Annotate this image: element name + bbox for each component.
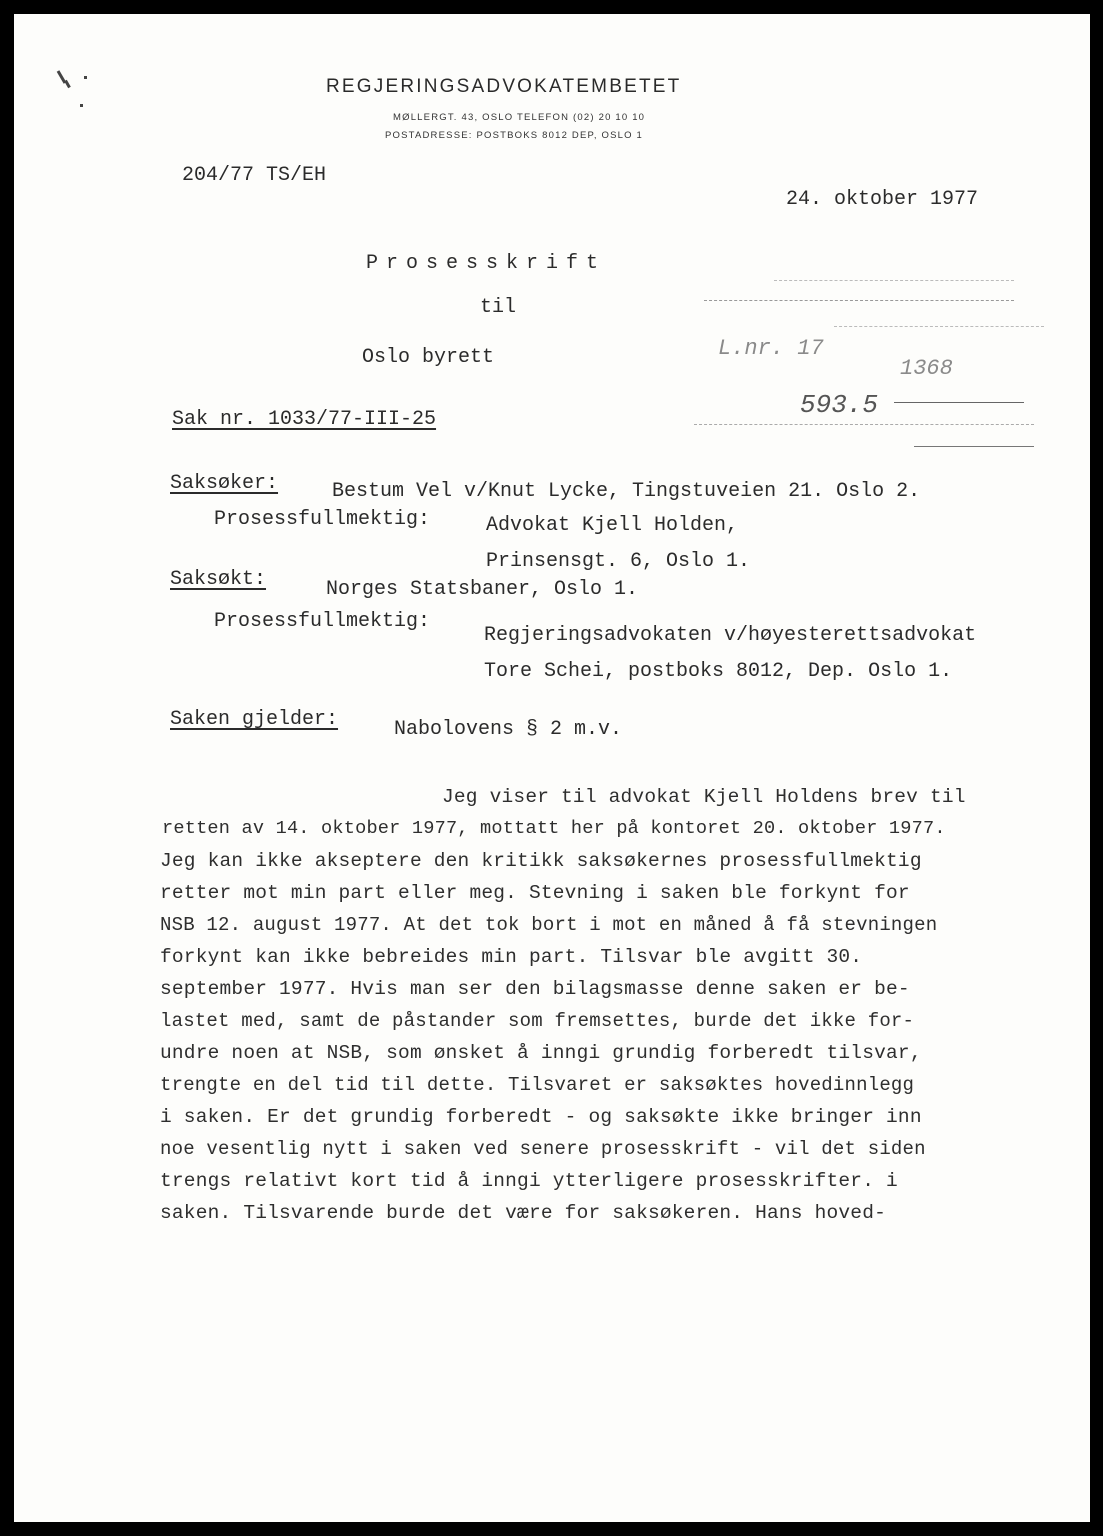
plaintiff-label: Saksøker: [170, 472, 279, 495]
stamp-ref: L.nr. 17 [718, 336, 824, 361]
reference-number: 204/77 TS/EH [182, 164, 327, 187]
counsel-label-2: Prosessfullmektig: [214, 610, 431, 633]
stamp-number: 1368 [900, 356, 953, 381]
court-name: Oslo byrett [362, 346, 495, 369]
counsel-2-line2: Tore Schei, postboks 8012, Dep. Oslo 1. [484, 660, 953, 683]
body-line-11: i saken. Er det grundig forberedt - og saksøkte ikke bringer inn [160, 1106, 922, 1128]
body-line-4: retter mot min part eller meg. Stevning i saken ble forkynt for [160, 882, 910, 904]
body-line-6: forkynt kan ikke bebreides min part. Tilsvar ble avgitt 30. [160, 946, 863, 968]
letterhead-org: REGJERINGSADVOKATEMBETET [326, 76, 682, 97]
body-line-12: noe vesentlig nytt i saken ved senere prosesskrift - vil det siden [160, 1138, 926, 1160]
body-line-10: trengte en del tid til dette. Tilsvaret er saksøktes hovedinnlegg [160, 1074, 915, 1096]
letterhead-address: MØLLERGT. 43, OSLO TELEFON (02) 20 10 10 [393, 112, 646, 123]
margin-mark [84, 76, 87, 79]
addressee-to: til [480, 296, 517, 319]
stamp-line [694, 424, 1034, 425]
stamp-line [914, 446, 1034, 447]
counsel-label-1: Prosessfullmektig: [214, 508, 431, 531]
stamp-archive: 593.5 [800, 390, 879, 420]
subject-label: Saken gjelder: [170, 708, 339, 731]
body-line-13: trengs relativt kort tid å inngi ytterligere prosesskrifter. i [160, 1170, 898, 1192]
defendant-label: Saksøkt: [170, 568, 267, 591]
margin-mark [80, 104, 83, 107]
document-date: 24. oktober 1977 [786, 188, 979, 211]
body-line-9: undre noen at NSB, som ønsket å inngi grundig forberedt tilsvar, [160, 1042, 922, 1064]
body-line-8: lastet med, samt de påstander som fremsettes, burde det ikke for- [160, 1010, 915, 1032]
counsel-1-line2: Prinsensgt. 6, Oslo 1. [486, 550, 751, 573]
body-line-14: saken. Tilsvarende burde det være for saksøkeren. Hans hoved- [160, 1202, 887, 1224]
body-line-7: september 1977. Hvis man ser den bilagsmasse denne saken er be- [160, 978, 910, 1000]
body-line-2: retten av 14. oktober 1977, mottatt her på kontoret 20. oktober 1977. [162, 818, 946, 839]
letterhead-postal: POSTADRESSE: POSTBOKS 8012 DEP, OSLO 1 [385, 130, 644, 141]
body-line-5: NSB 12. august 1977. At det tok bort i mot en måned å få stevningen [160, 914, 938, 936]
body-line-1: Jeg viser til advokat Kjell Holdens brev til [442, 786, 966, 808]
stamp-line [774, 280, 1014, 281]
document-page [14, 14, 1090, 1522]
stamp-line [894, 402, 1024, 403]
counsel-2-line1: Regjeringsadvokaten v/høyesterettsadvokat [484, 624, 977, 647]
defendant-name: Norges Statsbaner, Oslo 1. [326, 578, 639, 601]
document-title: Prosesskrift [366, 252, 607, 275]
subject-text: Nabolovens § 2 m.v. [394, 718, 623, 741]
stamp-line [834, 326, 1044, 327]
body-line-3: Jeg kan ikke akseptere den kritikk saksøkernes prosessfullmektig [160, 850, 922, 872]
case-number: Sak nr. 1033/77-III-25 [172, 408, 437, 431]
stamp-line [704, 300, 1014, 301]
counsel-1-line1: Advokat Kjell Holden, [486, 514, 739, 537]
margin-mark [64, 80, 71, 88]
plaintiff-name: Bestum Vel v/Knut Lycke, Tingstuveien 21. Oslo 2. [332, 480, 921, 503]
